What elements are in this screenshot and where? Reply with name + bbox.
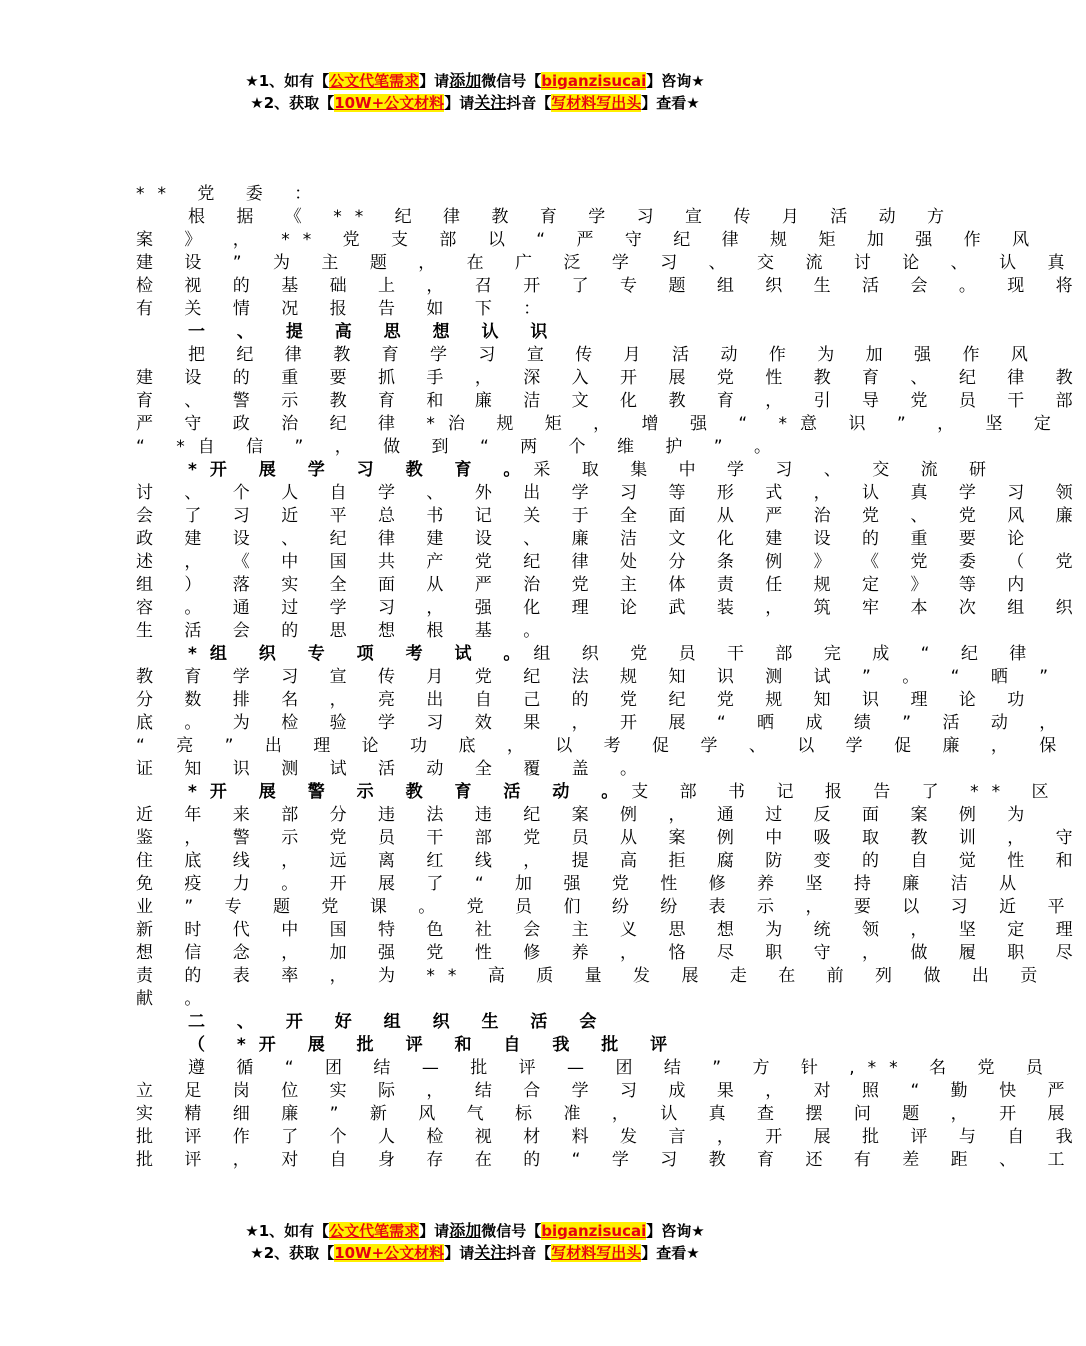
bottom-promo-banner [0,1220,950,1264]
doc-line: 述 ， 《 中 国 共 产 党 纪 律 处 分 条 例 》 《 党 委 （ 党 [136,552,1086,572]
doc-line: 有 关 情 况 报 告 如 下 ： [136,299,554,319]
promo-text: ★1、如有【 [245,72,330,90]
doc-line: 会 了 习 近 平 总 书 记 关 于 全 面 从 严 治 党 、 党 风 廉 [136,506,1086,526]
doc-line: 献 。 [136,989,215,1009]
doc-line: “ *自 信 ” ， 做 到 “ 两 个 维 护 ” 。 [136,437,784,457]
doc-line: 遵 循 “ 团 结 — 批 评 — 团 结 ” 方 针 ,** 名 党 员 [188,1058,1056,1078]
doc-line: 免 疫 力 。 开 展 了 “ 加 强 党 性 修 养 坚 持 廉 洁 从 [136,874,1030,894]
doc-line: 批 评 作 了 个 人 检 视 材 料 发 言 ， 开 展 批 评 与 自 我 [136,1127,1086,1147]
promo-underline: 添加 [449,1221,482,1240]
promo-highlight: 10W+公文材料 [334,1244,445,1262]
doc-line: 鉴 ， 警 示 党 员 干 部 党 员 从 案 例 中 吸 取 教 训 ， 守 [136,828,1086,848]
doc-text: 采 取 集 中 学 习 、 交 流 研 [533,460,1000,480]
subheading-warning: *开 展 警 示 教 育 活 动 。 [188,782,632,802]
subheading-criticism: （ *开 展 批 评 和 自 我 批 评 [188,1035,681,1055]
doc-line: 严 守 政 治 纪 律 *治 规 矩 ， 增 强 “ *意 识 ” ， 坚 定 [136,414,1064,434]
doc-line: 根 据 《 ** 纪 律 教 育 学 习 宣 传 月 活 动 方 [188,207,958,227]
promo-underline: 关注 [474,93,507,112]
doc-line: 想 信 念 ， 加 强 党 性 修 养 ， 恪 尽 职 守 ， 做 履 职 尽 [136,943,1086,963]
promo-highlight: 公文代笔需求 [329,1222,420,1240]
doc-line: 生 活 会 的 思 想 根 基 。 [136,621,554,641]
doc-line: 分 数 排 名 ， 亮 出 自 己 的 党 纪 党 规 知 识 理 论 功 [136,690,1038,710]
top-promo-banner [0,70,950,114]
subheading-exam: *组 织 专 项 考 试 。 [188,644,534,664]
doc-line: 业 ” 专 题 党 课 。 党 员 们 纷 纷 表 示 ， 要 以 习 近 平 [136,897,1078,917]
promo-text: 】请 [444,94,475,112]
promo-text: 抖音【 [506,94,552,112]
doc-line: 案 》 ， ** 党 支 部 以 “ 严 守 纪 律 规 矩 加 强 作 风 [136,230,1043,250]
doc-line: 检 视 的 基 础 上 ， 召 开 了 专 题 组 织 生 活 会 。 现 将 [136,276,1086,296]
promo-underline: 添加 [449,71,482,90]
promo-line-1 [0,1220,950,1242]
promo-wechat-id: biganzisucai [541,1222,647,1240]
doc-line: 证 知 识 测 试 活 动 全 覆 盖 。 [136,759,651,779]
promo-text: 】请 [419,1222,450,1240]
doc-line [136,459,1000,482]
promo-highlight: 10W+公文材料 [334,94,445,112]
doc-line: 教 育 学 习 宣 传 月 党 纪 法 规 知 识 测 试 ” 。 “ 晒 ” [136,667,1062,687]
promo-wechat-id: biganzisucai [541,72,647,90]
promo-line-1 [0,70,950,92]
salutation: ** 党 委 ： [136,184,325,204]
promo-text: 抖音【 [506,1244,552,1262]
doc-line: 把 纪 律 教 育 学 习 宣 传 月 活 动 作 为 加 强 作 风 [188,345,1041,365]
doc-line: 批 评 ， 对 自 身 存 在 的 “ 学 习 教 育 还 有 差 距 、 工 [136,1150,1078,1170]
promo-text: 微信号【 [481,72,542,90]
subheading-study: *开 展 学 习 教 育 。 [188,460,534,480]
promo-text: 】查看★ [641,94,700,112]
doc-line: 建 设 ” 为 主 题 ， 在 广 泛 学 习 、 交 流 讨 论 、 认 真 [136,253,1078,273]
doc-line: 住 底 线 ， 远 离 红 线 ， 提 高 拒 腐 防 变 的 自 觉 性 和 [136,851,1086,871]
section-heading-2: 二 、 开 好 组 织 生 活 会 [188,1012,610,1032]
doc-line: 立 足 岗 位 实 际 ， 结 合 学 习 成 果 ， 对 照 “ 勤 快 严 [136,1081,1078,1101]
doc-line: 育 、 警 示 教 育 和 廉 洁 文 化 教 育 ， 引 导 党 员 干 部 [136,391,1086,411]
promo-line-2 [0,92,950,114]
doc-text: 组 织 党 员 干 部 完 成 “ 纪 律 [533,644,1040,664]
doc-line: 底 。 为 检 验 学 习 效 果 ， 开 展 “ 晒 成 绩 ” 活 动 ， [136,713,1070,733]
promo-douyin-id: 写材料写出头 [551,1244,642,1262]
promo-text: ★1、如有【 [245,1222,330,1240]
promo-line-2 [0,1242,950,1264]
section-heading-1: 一 、 提 高 思 想 认 识 [188,322,561,342]
promo-text: 】咨询★ [646,72,705,90]
doc-line: 新 时 代 中 国 特 色 社 会 主 义 思 想 为 统 领 ， 坚 定 理 [136,920,1086,940]
doc-line: “ 亮 ” 出 理 论 功 底 ， 以 考 促 学 、 以 学 促 廉 ， 保 [136,736,1070,756]
doc-line: 责 的 表 率 ， 为 ** 高 质 量 发 展 走 在 前 列 做 出 贡 [136,966,1051,986]
promo-text: 】请 [419,72,450,90]
promo-text: ★2、获取【 [250,1244,335,1262]
doc-line: 建 设 的 重 要 抓 手 ， 深 入 开 展 党 性 教 育 、 纪 律 教 [136,368,1086,388]
doc-line: 容 。 通 过 学 习 ， 强 化 理 论 武 装 ， 筑 牢 本 次 组 织 [136,598,1086,618]
doc-text: 支 部 书 记 报 告 了 ** 区 [631,782,1062,802]
promo-text: ★2、获取【 [250,94,335,112]
doc-line [136,643,1040,666]
doc-line: 讨 、 个 人 自 学 、 外 出 学 习 等 形 式 ， 认 真 学 习 领 [136,483,1086,503]
promo-douyin-id: 写材料写出头 [551,94,642,112]
doc-line: 实 精 细 廉 ” 新 风 气 标 准 ， 认 真 查 摆 问 题 ， 开 展 [136,1104,1078,1124]
promo-text: 】查看★ [641,1244,700,1262]
promo-text: 】请 [444,1244,475,1262]
doc-line: 组 ） 落 实 全 面 从 严 治 党 主 体 责 任 规 定 》 等 内 [136,575,1038,595]
doc-line: 近 年 来 部 分 违 法 违 纪 案 例 ， 通 过 反 面 案 例 为 [136,805,1038,825]
promo-highlight: 公文代笔需求 [329,72,420,90]
promo-underline: 关注 [474,1243,507,1262]
promo-text: 】咨询★ [646,1222,705,1240]
document-body [136,183,1086,1172]
doc-line: 政 建 设 、 纪 律 建 设 、 廉 洁 文 化 建 设 的 重 要 论 [136,529,1038,549]
doc-line [136,781,1062,804]
promo-text: 微信号【 [481,1222,542,1240]
